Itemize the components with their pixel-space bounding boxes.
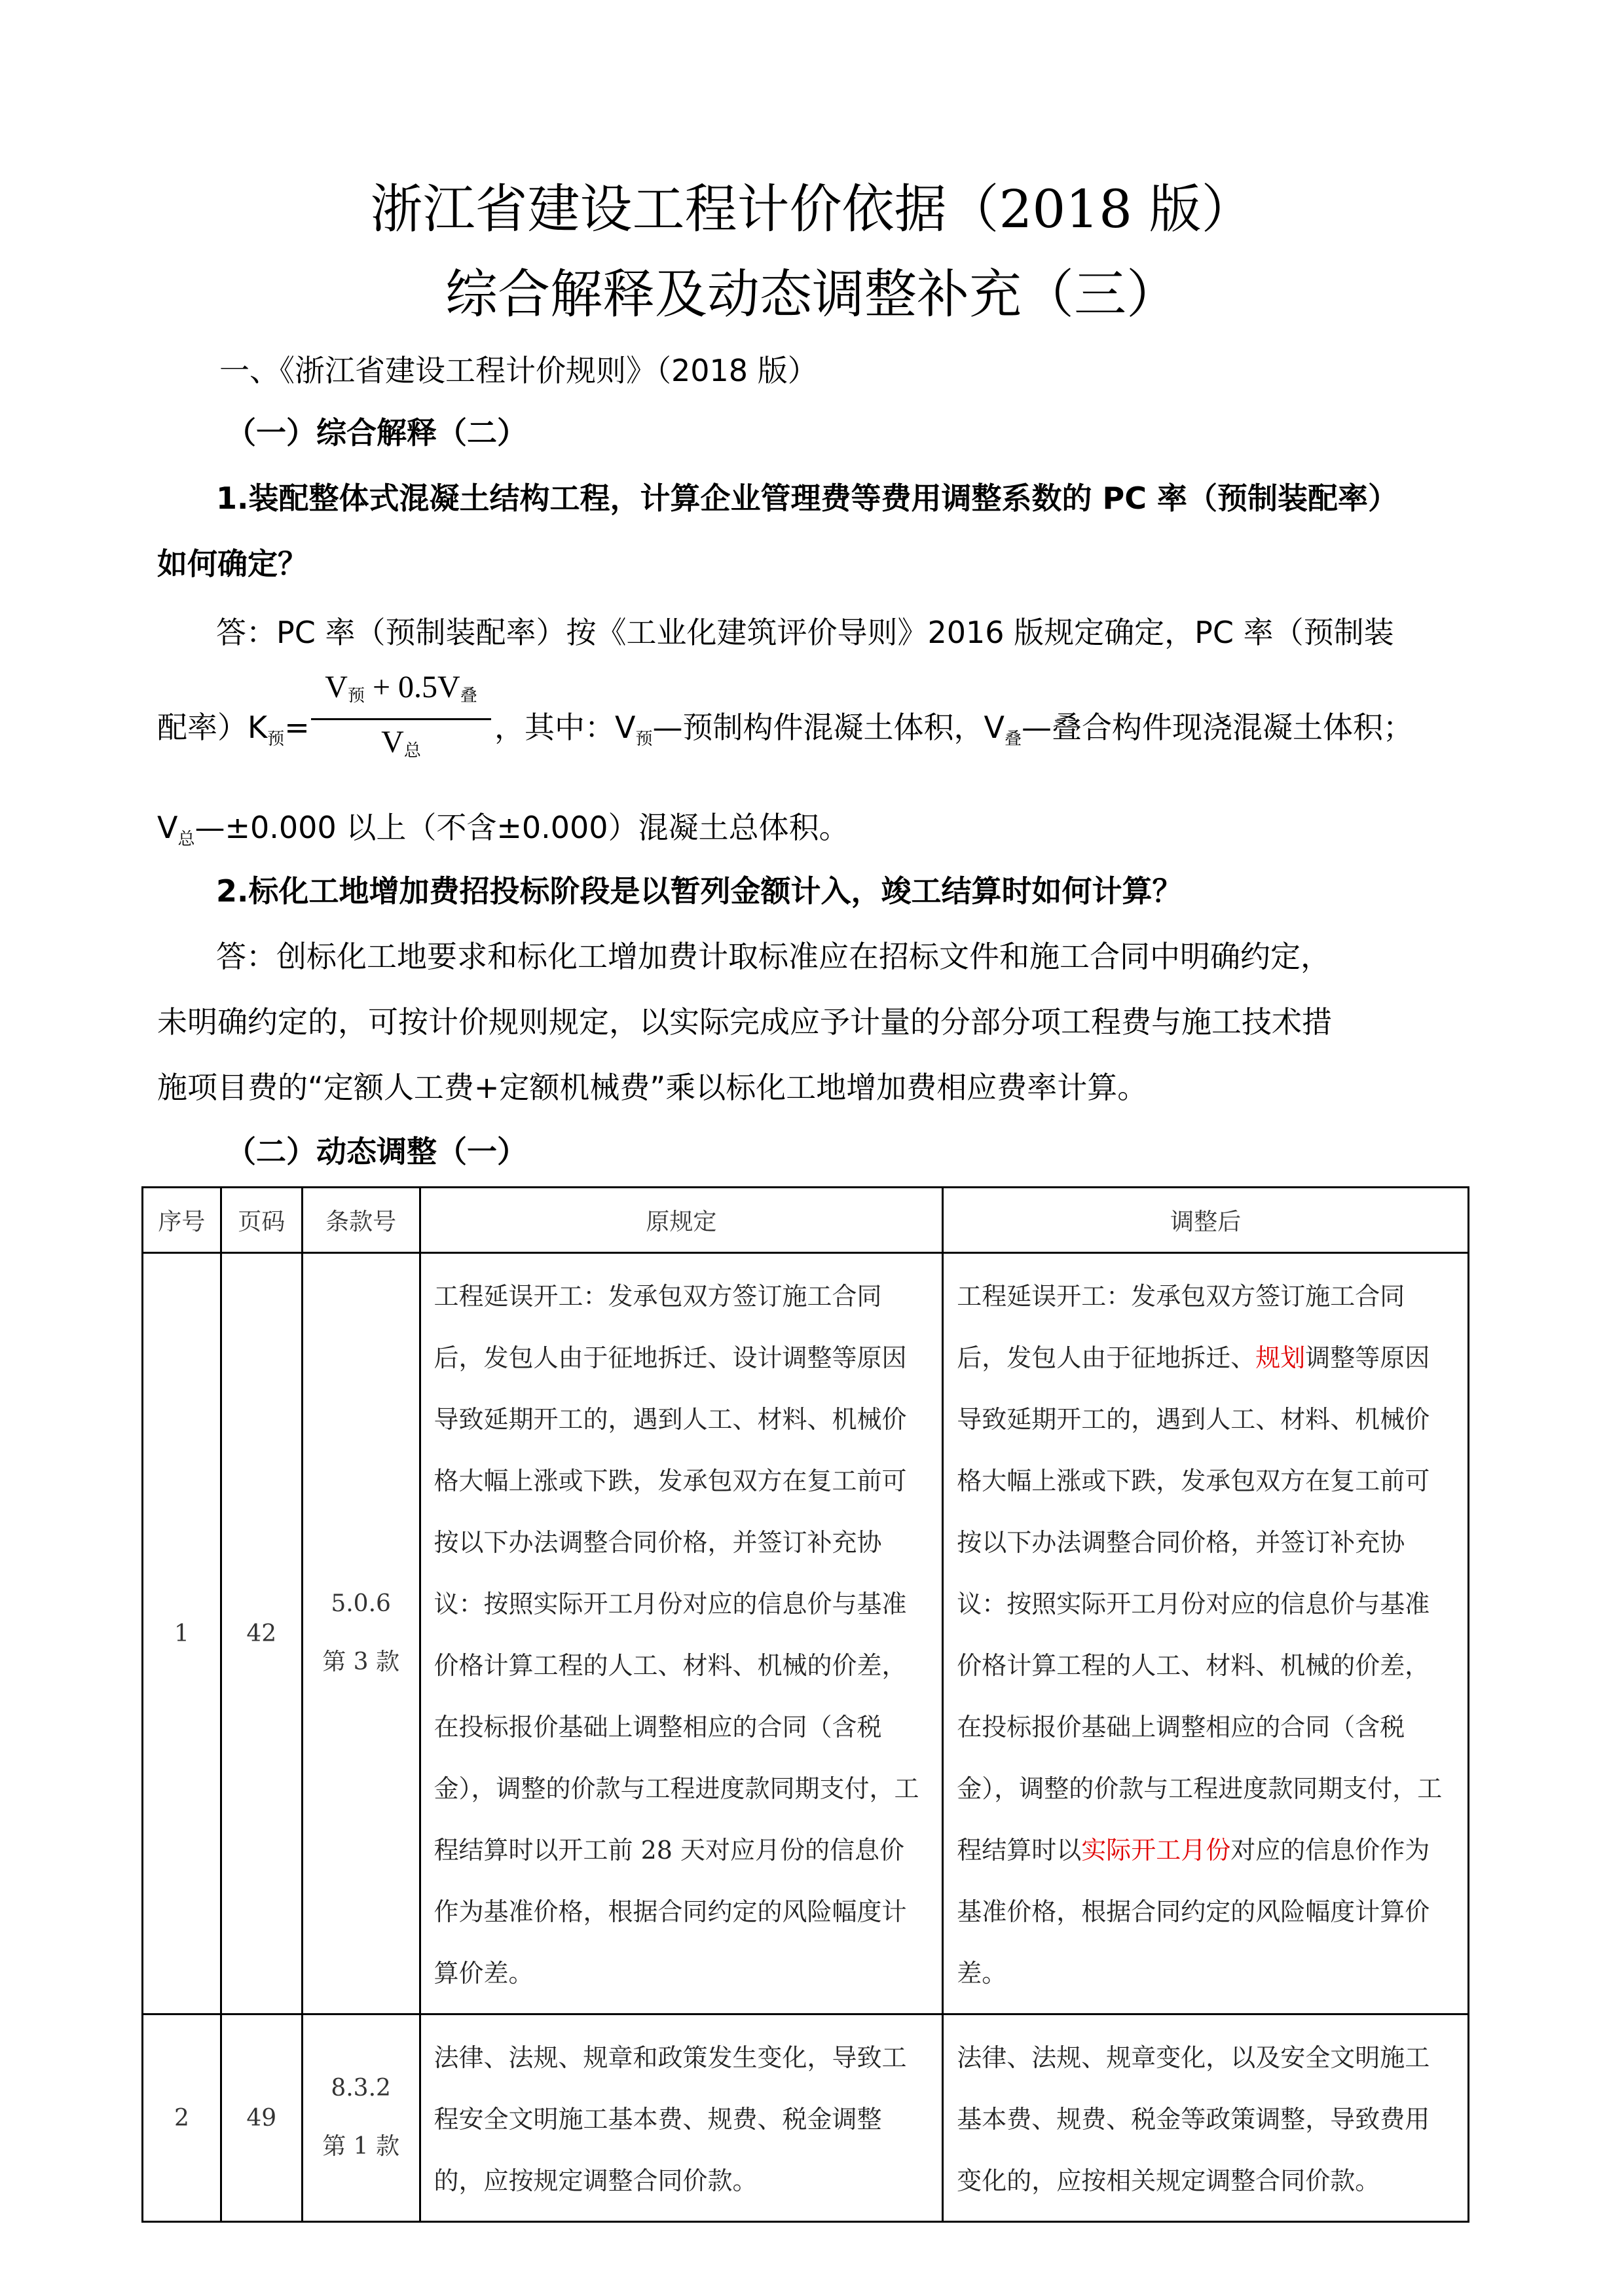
formula-numerator: $V_预 + 0.5V_叠$ [325,670,477,706]
highlight-changed-text: 实际开工月份 [1081,1836,1231,1865]
answer1-line2-rest: ，其中：$V_预—$预制构件混凝土体积，$V_叠—$叠合构件现浇混凝土体积； [494,710,1413,749]
cell-clause-no: 8.3.2 第 1 款 [302,2014,420,2222]
highlight-changed-text: 规划 [1255,1343,1306,1372]
cell-serial-no: 1 [143,1253,221,2014]
section1-heading: 一、《浙江省建设工程计价规则》（2018 版） [219,353,818,388]
answer2-line2: 未明确约定的，可按计价规则规定，以实际完成应予计量的分部分项工程费与施工技术措 [157,1004,1332,1040]
sub2-heading: （二）动态调整（一） [226,1134,527,1169]
table-header-row [143,1188,1469,1253]
answer2-line1: 答：创标化工地要求和标化工增加费计取标准应在招标文件和施工合同中明确约定， [216,939,1331,974]
question1-line1: 1.装配整体式混凝土结构工程，计算企业管理费等费用调整系数的 PC 率（预制装配率） [216,481,1398,516]
cell-original-rule: 法律、法规、规章和政策发生变化，导致工程安全文明施工基本费、规费、税金调整的，应按规定调整合同价款。 [420,2014,943,2222]
pc-rate-formula [311,668,491,771]
header-adjusted-rule: 调整后 [943,1188,1469,1253]
header-original-rule: 原规定 [420,1188,943,1253]
table-row [143,1253,1469,2014]
cell-adjusted-rule: 工程延误开工：发承包双方签订施工合同后，发包人由于征地拆迁、规划调整等原因导致延期开工的，遇到人工、材料、机械价格大幅上涨或下跌，发承包双方在复工前可按以下办法调整合同价格，并签订补充协议：按照实际开工月份对应的信息价与基准价格计算工程的人工、材料、机械的价差，在投标报价基础上调整相应的合同（含税金），调整的价款与工程进度款同期支付，工程结算时以实际开工月份对应的信息价作为基准价格，根据合同约定的风险幅度计算价差。 [943,1253,1469,2014]
header-page-no: 页码 [221,1188,302,1253]
cell-page-no: 42 [221,1253,302,2014]
cell-original-rule: 工程延误开工：发承包双方签订施工合同后，发包人由于征地拆迁、设计调整等原因导致延期开工的，遇到人工、材料、机械价格大幅上涨或下跌，发承包双方在复工前可按以下办法调整合同价格，并签订补充协议：按照实际开工月份对应的信息价与基准价格计算工程的人工、材料、机械的价差，在投标报价基础上调整相应的合同（含税金），调整的价款与工程进度款同期支付，工程结算时以开工前 28 天对应月份的信息价作为基准价格，根据合同约定的风险幅度计算价差。 [420,1253,943,2014]
cell-serial-no: 2 [143,2014,221,2222]
answer1-line3: $V_总—\pm 0.000$ 以上（不含±0.000）混凝土总体积。 [157,810,849,849]
question2: 2.标化工地增加费招投标阶段是以暂列金额计入，竣工结算时如何计算？ [216,873,1183,909]
cell-page-no: 49 [221,2014,302,2222]
cell-clause-no: 5.0.6 第 3 款 [302,1253,420,2014]
document-title-line2: 综合解释及动态调整补充（三） [445,264,1179,325]
fraction-bar [311,718,491,720]
adjustment-table [141,1186,1469,2223]
header-serial-no: 序号 [143,1188,221,1253]
cell-adjusted-rule: 法律、法规、规章变化，以及安全文明施工基本费、规费、税金等政策调整，导致费用变化的，应按相关规定调整合同价款。 [943,2014,1469,2222]
table-row [143,2014,1469,2222]
header-clause-no: 条款号 [302,1188,420,1253]
sub1-heading: （一）综合解释（二） [226,415,527,450]
question1-line2: 如何确定？ [157,546,308,581]
answer1-line2-prefix: 配率）$K_预=$ [157,710,310,749]
answer2-line3: 施项目费的“定额人工费+定额机械费”乘以标化工地增加费相应费率计算。 [157,1070,1148,1105]
document-title-line1: 浙江省建设工程计价依据（2018 版） [370,179,1254,240]
formula-denominator: $V_总$ [381,725,421,761]
answer1-line1: 答：PC 率（预制装配率）按《工业化建筑评价导则》2016 版规定确定，PC 率（预制装 [216,615,1394,650]
